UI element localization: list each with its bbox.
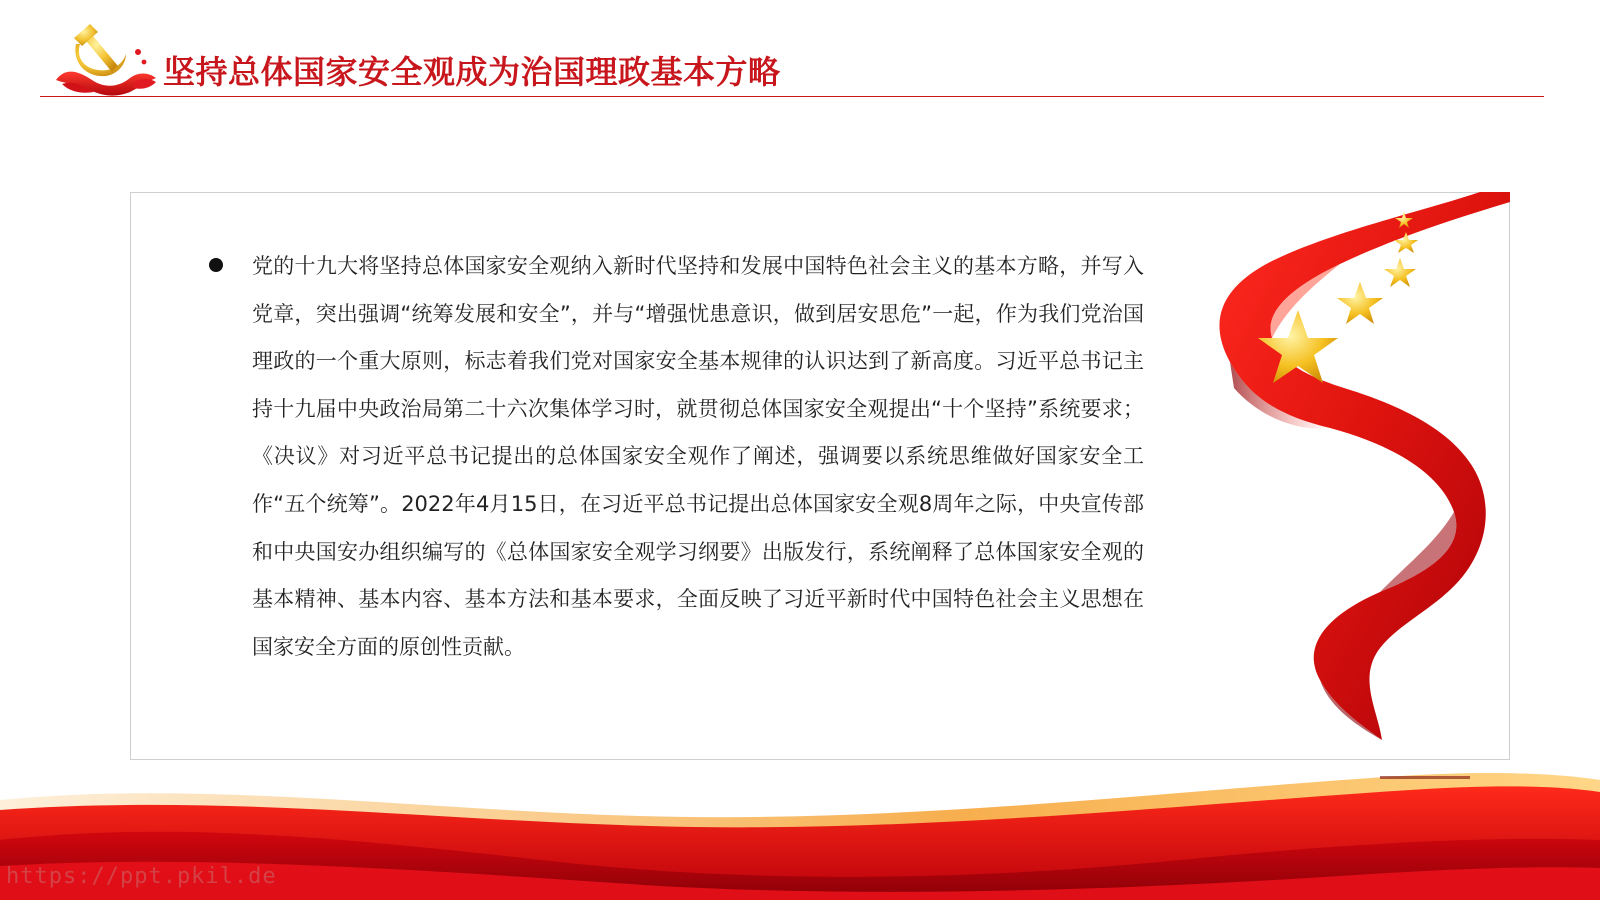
bullet-dot-icon (209, 258, 223, 272)
party-emblem-icon (52, 22, 158, 98)
small-star-icon (1337, 282, 1383, 324)
body-paragraph: 党的十九大将坚持总体国家安全观纳入新时代坚持和发展中国特色社会主义的基本方略，并写入党章，突出强调“统筹发展和安全”，并与“增强忧患意识，做到居安思危”一起，作为我们党治国理政的一个重大原则，标志着我们党对国家安全基本规律的认识达到了新高度。习近平总书记主持十九届中央政治局第二十六次集体学习时，就贯彻总体国家安全观提出“十个坚持”系统要求；《决议》对习近平总书记提出的总体国家安全观作了阐述，强调要以系统思维做好国家安全工作“五个统筹”。2022年4月15日，在习近平总书记提出总体国家安全观8周年之际，中央宣传部和中央国安办组织编写的《总体国家安全观学习纲要》出版发行，系统阐释了总体国家安全观的基本精神、基本内容、基本方法和基本要求，全面反映了习近平新时代中国特色社会主义思想在国家安全方面的原创性贡献。 (252, 254, 1144, 659)
red-flag-icon (1210, 192, 1510, 740)
watermark-url: https://ppt.pkil.de (6, 864, 277, 889)
page-title: 坚持总体国家安全观成为治国理政基本方略 (163, 53, 781, 91)
title-underline (40, 96, 1544, 97)
small-star-icon (1384, 258, 1416, 287)
